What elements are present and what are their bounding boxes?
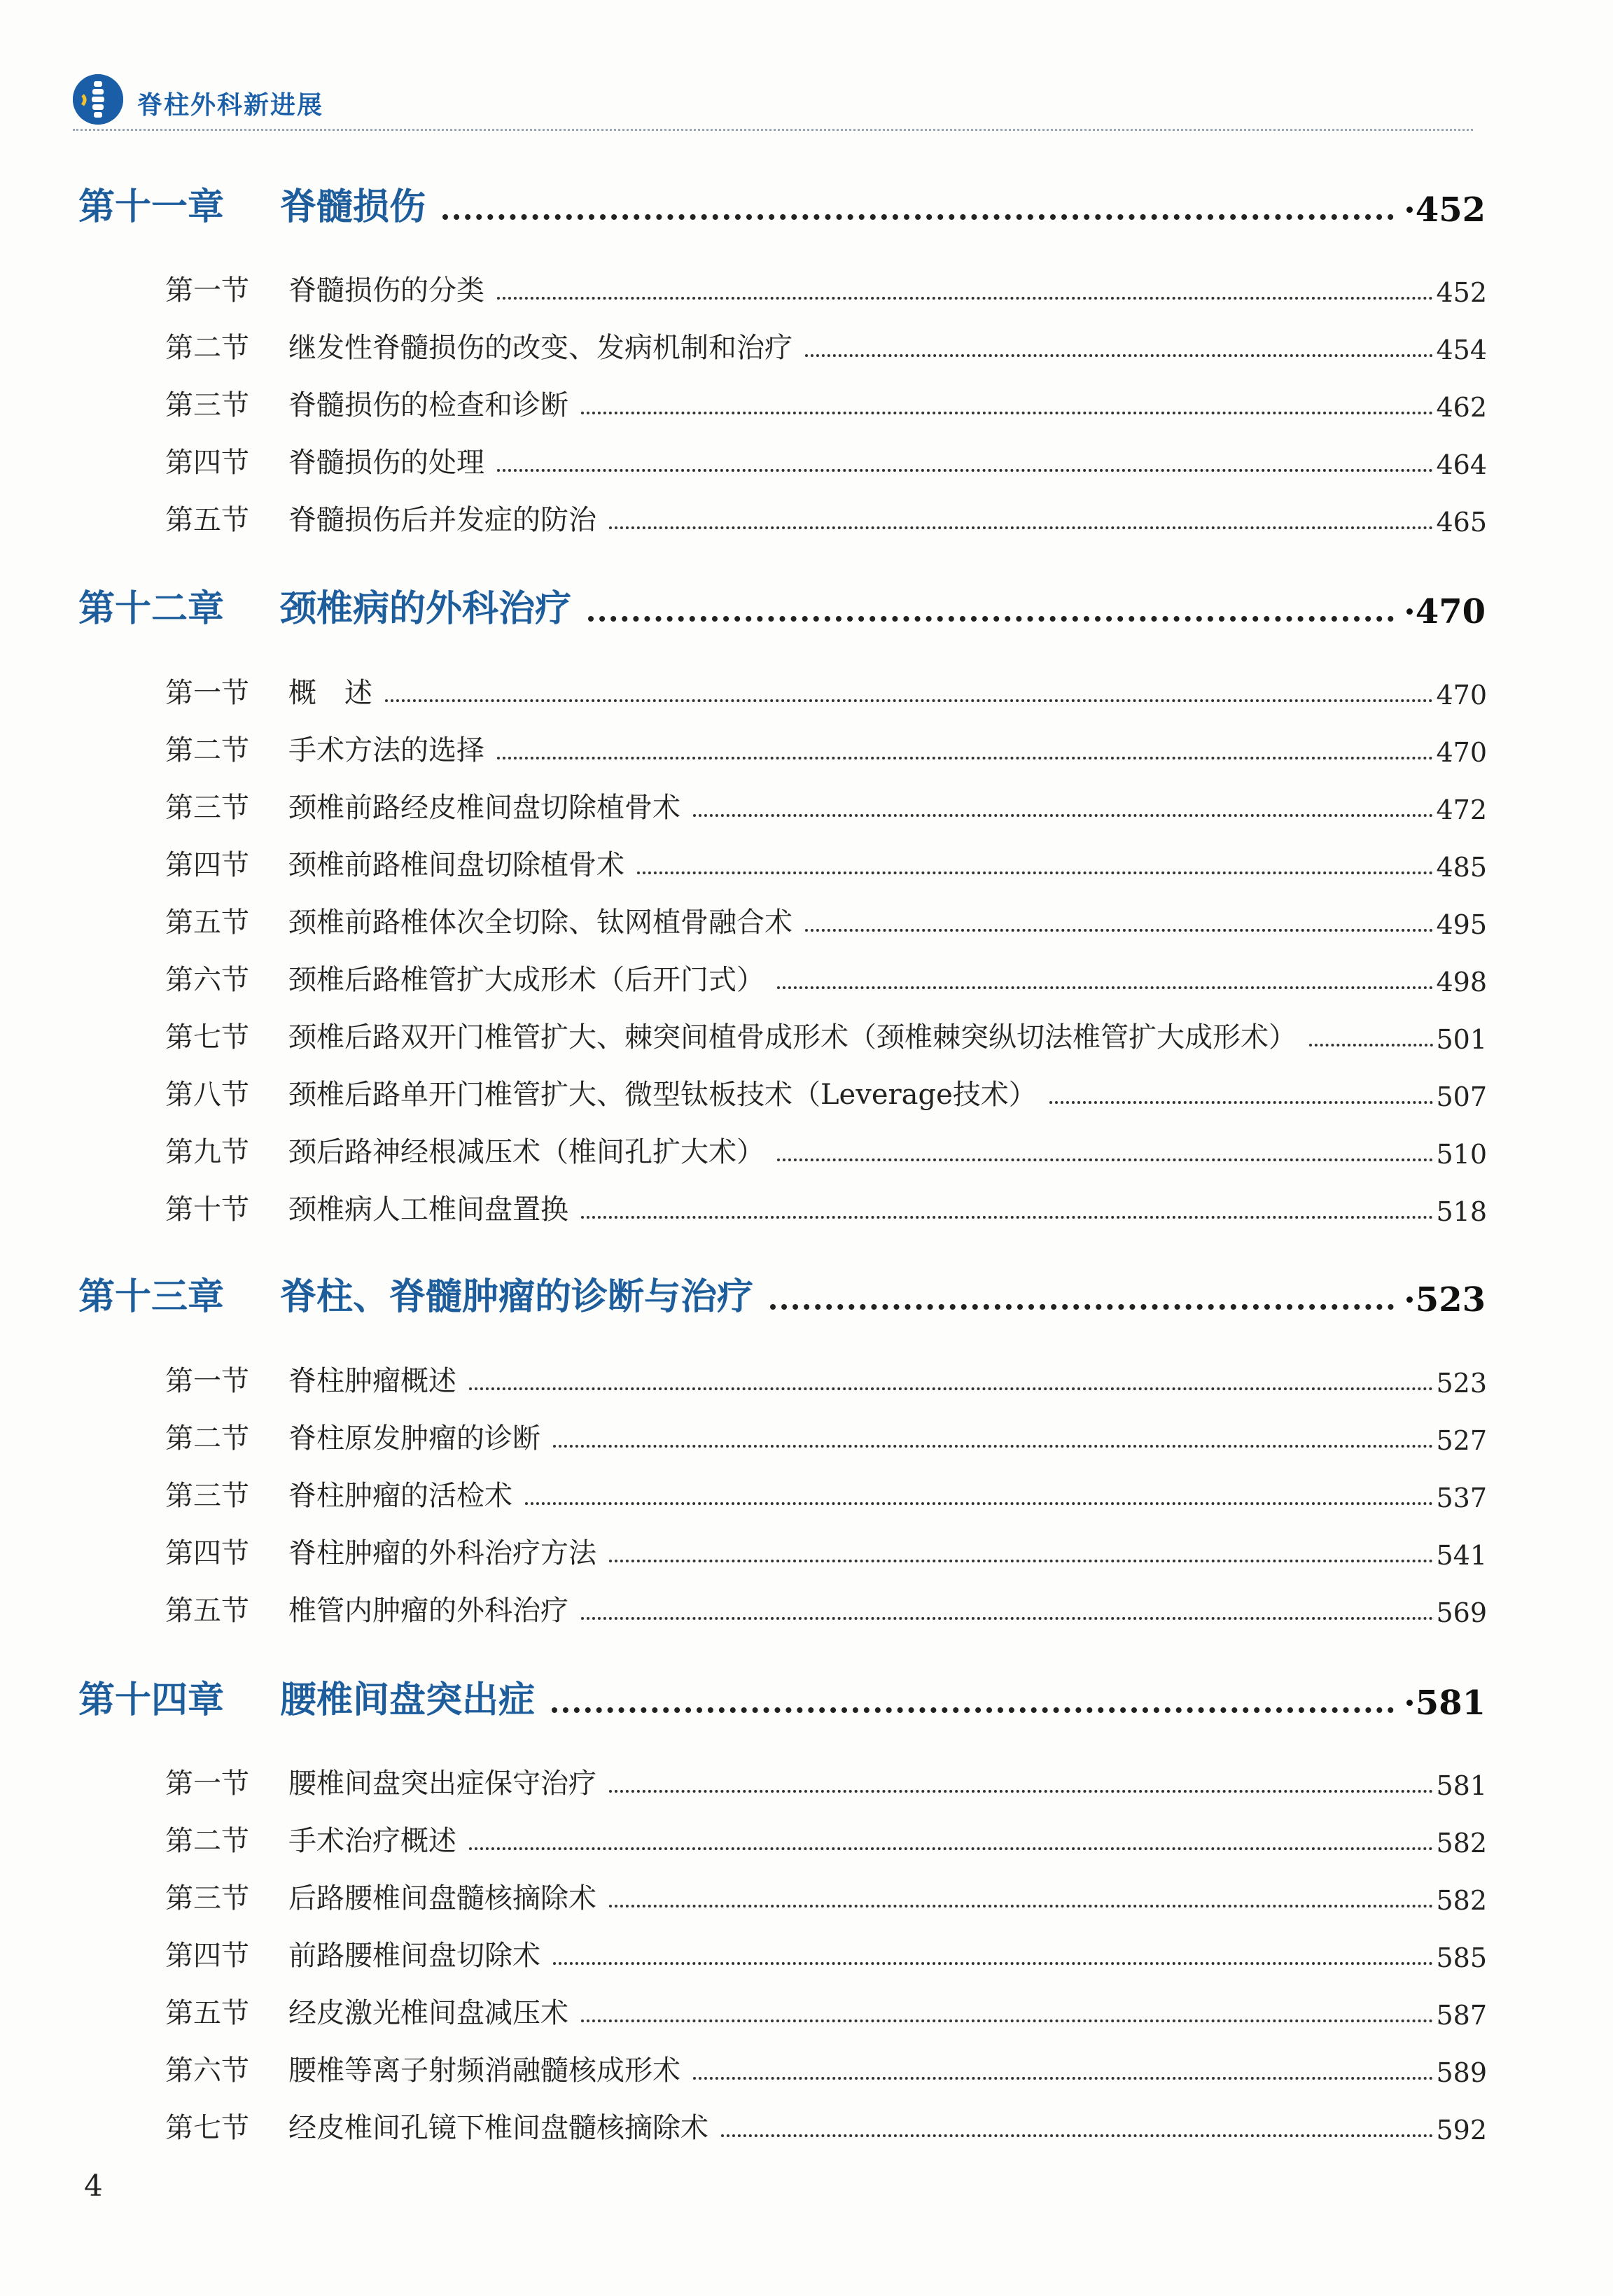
section-number: 第五节 — [165, 1595, 249, 1627]
dot-leader — [497, 469, 1433, 472]
dot-leader — [637, 872, 1433, 874]
section-title: 脊柱肿瘤的活检术 — [288, 1480, 512, 1512]
toc-entry[interactable] — [165, 1592, 1487, 1628]
section-page: 581 — [1436, 1770, 1487, 1801]
chapter-page: ·523 — [1404, 1280, 1486, 1320]
chapter-title: 脊柱、脊髓肿瘤的诊断与治疗 — [280, 1275, 754, 1318]
section-page: 582 — [1436, 1828, 1487, 1858]
section-title: 经皮激光椎间盘减压术 — [288, 1997, 568, 2029]
toc-entry[interactable] — [165, 272, 1487, 308]
section-title: 脊柱肿瘤概述 — [288, 1365, 456, 1397]
dot-leader — [805, 929, 1433, 932]
section-title: 手术治疗概述 — [288, 1825, 456, 1857]
toc-entry[interactable] — [165, 1076, 1487, 1112]
section-title: 脊髓损伤后并发症的防治 — [288, 504, 596, 536]
section-title: 颈椎病人工椎间盘置换 — [288, 1194, 568, 1226]
section-number: 第一节 — [165, 677, 249, 709]
section-number: 第一节 — [165, 1365, 249, 1397]
toc-entry[interactable] — [165, 1994, 1487, 2031]
section-number: 第一节 — [165, 1768, 249, 1800]
chapter-heading[interactable] — [78, 1270, 1486, 1320]
dot-leader — [581, 2019, 1433, 2022]
dot-leader — [1049, 1101, 1434, 1104]
section-number: 第五节 — [165, 1997, 249, 2029]
toc-entry[interactable] — [165, 2109, 1487, 2146]
toc-entry[interactable] — [165, 674, 1487, 710]
toc-entry[interactable] — [165, 1477, 1487, 1513]
section-page: 518 — [1436, 1196, 1487, 1227]
section-title: 颈椎前路经皮椎间盘切除植骨术 — [288, 792, 680, 824]
toc-entry[interactable] — [165, 386, 1487, 423]
section-title: 经皮椎间孔镜下椎间盘髓核摘除术 — [288, 2112, 708, 2144]
dot-leader — [609, 526, 1433, 529]
chapter-number: 第十二章 — [78, 587, 225, 630]
chapter-title: 脊髓损伤 — [280, 186, 426, 228]
dot-leader — [581, 1617, 1433, 1620]
dot-leader — [805, 354, 1433, 357]
dot-leader — [609, 1560, 1433, 1562]
section-number: 第二节 — [165, 1422, 249, 1455]
section-page: 470 — [1436, 737, 1487, 768]
chapter-title: 腰椎间盘突出症 — [280, 1679, 536, 1721]
toc-entry[interactable] — [165, 732, 1487, 768]
section-page: 452 — [1436, 277, 1487, 308]
section-page: 464 — [1436, 449, 1487, 480]
section-title: 颈椎前路椎体次全切除、钛网植骨融合术 — [288, 906, 792, 939]
section-title: 脊柱原发肿瘤的诊断 — [288, 1422, 540, 1455]
section-page: 523 — [1436, 1368, 1487, 1399]
toc-entry[interactable] — [165, 444, 1487, 480]
section-page: 510 — [1436, 1139, 1487, 1170]
dot-leader — [770, 1304, 1394, 1310]
section-number: 第九节 — [165, 1136, 249, 1168]
section-page: 587 — [1436, 2000, 1487, 2031]
dot-leader — [497, 297, 1433, 300]
toc-entry[interactable] — [165, 1534, 1487, 1571]
section-number: 第八节 — [165, 1079, 249, 1111]
chapter-number: 第十三章 — [78, 1275, 225, 1318]
section-number: 第七节 — [165, 2112, 249, 2144]
chapter-number: 第十四章 — [78, 1679, 225, 1721]
dot-leader — [552, 1707, 1394, 1713]
section-page: 465 — [1436, 507, 1487, 538]
section-page: 507 — [1436, 1082, 1487, 1112]
section-number: 第二节 — [165, 1825, 249, 1857]
toc-entry[interactable] — [165, 1362, 1487, 1399]
dot-leader — [693, 814, 1433, 817]
section-title: 颈椎后路单开门椎管扩大、微型钛板技术（Leverage技术） — [288, 1079, 1037, 1111]
dot-leader — [777, 1158, 1433, 1161]
section-title: 继发性脊髓损伤的改变、发病机制和治疗 — [288, 332, 792, 364]
section-title: 腰椎间盘突出症保守治疗 — [288, 1768, 596, 1800]
toc-entry[interactable] — [165, 1937, 1487, 1973]
dot-leader — [581, 1216, 1433, 1219]
chapter-page: ·470 — [1404, 592, 1486, 631]
dot-leader — [525, 1502, 1433, 1505]
section-number: 第三节 — [165, 389, 249, 421]
section-number: 第三节 — [165, 1882, 249, 1914]
section-number: 第六节 — [165, 964, 249, 996]
section-title: 脊髓损伤的分类 — [288, 274, 484, 307]
section-title: 手术方法的选择 — [288, 734, 484, 766]
dot-leader — [1309, 1044, 1433, 1046]
chapter-heading[interactable] — [78, 181, 1486, 230]
section-page: 498 — [1436, 967, 1487, 997]
page-number: 4 — [84, 2169, 103, 2203]
toc-entry[interactable] — [165, 1018, 1487, 1055]
dot-leader — [609, 1905, 1433, 1907]
dot-leader — [777, 986, 1433, 989]
section-page: 569 — [1436, 1597, 1487, 1628]
section-number: 第三节 — [165, 792, 249, 824]
section-number: 第十节 — [165, 1194, 249, 1226]
toc-entry[interactable] — [165, 1133, 1487, 1170]
chapter-number: 第十一章 — [78, 186, 225, 228]
section-number: 第七节 — [165, 1021, 249, 1054]
section-title: 脊髓损伤的处理 — [288, 447, 484, 479]
toc-entry[interactable] — [165, 1420, 1487, 1456]
section-title: 前路腰椎间盘切除术 — [288, 1940, 540, 1972]
dot-leader — [588, 616, 1394, 622]
section-number: 第六节 — [165, 2054, 249, 2087]
section-page: 495 — [1436, 909, 1487, 940]
chapter-heading[interactable] — [78, 582, 1486, 631]
section-title: 腰椎等离子射频消融髓核成形术 — [288, 2054, 680, 2087]
section-number: 第五节 — [165, 906, 249, 939]
book-title: 脊柱外科新进展 — [137, 91, 324, 120]
section-page: 585 — [1436, 1942, 1487, 1973]
section-number: 第四节 — [165, 849, 249, 881]
section-page: 485 — [1436, 852, 1487, 883]
section-page: 470 — [1436, 680, 1487, 710]
section-title: 后路腰椎间盘髓核摘除术 — [288, 1882, 596, 1914]
section-title: 概 述 — [288, 677, 372, 709]
toc-entry[interactable] — [165, 1822, 1487, 1858]
section-number: 第二节 — [165, 332, 249, 364]
section-number: 第五节 — [165, 504, 249, 536]
toc-entry[interactable] — [165, 1765, 1487, 1801]
chapter-page: ·581 — [1404, 1684, 1486, 1723]
chapter-heading[interactable] — [78, 1674, 1486, 1723]
toc-entry[interactable] — [165, 501, 1487, 538]
chapter-page: ·452 — [1404, 190, 1486, 230]
dot-leader — [553, 1445, 1433, 1448]
section-page: 454 — [1436, 335, 1487, 365]
toc-entry[interactable] — [165, 2052, 1487, 2088]
dot-leader — [497, 757, 1433, 760]
dot-leader — [553, 1962, 1433, 1965]
section-page: 462 — [1436, 392, 1487, 423]
section-number: 第三节 — [165, 1480, 249, 1512]
section-page: 537 — [1436, 1483, 1487, 1513]
dot-leader — [469, 1387, 1433, 1390]
toc-entry[interactable] — [165, 961, 1487, 997]
section-page: 582 — [1436, 1885, 1487, 1916]
section-title: 脊髓损伤的检查和诊断 — [288, 389, 568, 421]
toc-entry[interactable] — [165, 329, 1487, 365]
section-number: 第二节 — [165, 734, 249, 766]
dot-leader — [442, 214, 1394, 220]
dot-leader — [609, 1790, 1433, 1793]
toc-entry[interactable] — [165, 846, 1487, 883]
section-title: 颈椎后路椎管扩大成形术（后开门式） — [288, 964, 764, 996]
dot-leader — [469, 1847, 1433, 1850]
dot-leader — [721, 2134, 1433, 2137]
section-page: 589 — [1436, 2057, 1487, 2088]
section-number: 第四节 — [165, 1940, 249, 1972]
dot-leader — [693, 2077, 1433, 2080]
section-title: 颈后路神经根减压术（椎间孔扩大术） — [288, 1136, 764, 1168]
section-page: 592 — [1436, 2115, 1487, 2146]
toc-entry[interactable] — [165, 1879, 1487, 1916]
toc-entry[interactable] — [165, 1191, 1487, 1227]
section-number: 第一节 — [165, 274, 249, 307]
section-page: 541 — [1436, 1540, 1487, 1571]
section-page: 472 — [1436, 794, 1487, 825]
dot-leader — [581, 412, 1433, 414]
section-number: 第四节 — [165, 1537, 249, 1569]
chapter-title: 颈椎病的外科治疗 — [280, 587, 572, 630]
section-title: 颈椎后路双开门椎管扩大、棘突间植骨成形术（颈椎棘突纵切法椎管扩大成形术） — [288, 1021, 1297, 1054]
section-title: 颈椎前路椎间盘切除植骨术 — [288, 849, 624, 881]
toc-entry[interactable] — [165, 789, 1487, 825]
section-title: 脊柱肿瘤的外科治疗方法 — [288, 1537, 596, 1569]
section-number: 第四节 — [165, 447, 249, 479]
dot-leader — [385, 699, 1433, 702]
section-page: 527 — [1436, 1425, 1487, 1456]
toc-entry[interactable] — [165, 904, 1487, 940]
section-page: 501 — [1436, 1024, 1487, 1055]
section-title: 椎管内肿瘤的外科治疗 — [288, 1595, 568, 1627]
